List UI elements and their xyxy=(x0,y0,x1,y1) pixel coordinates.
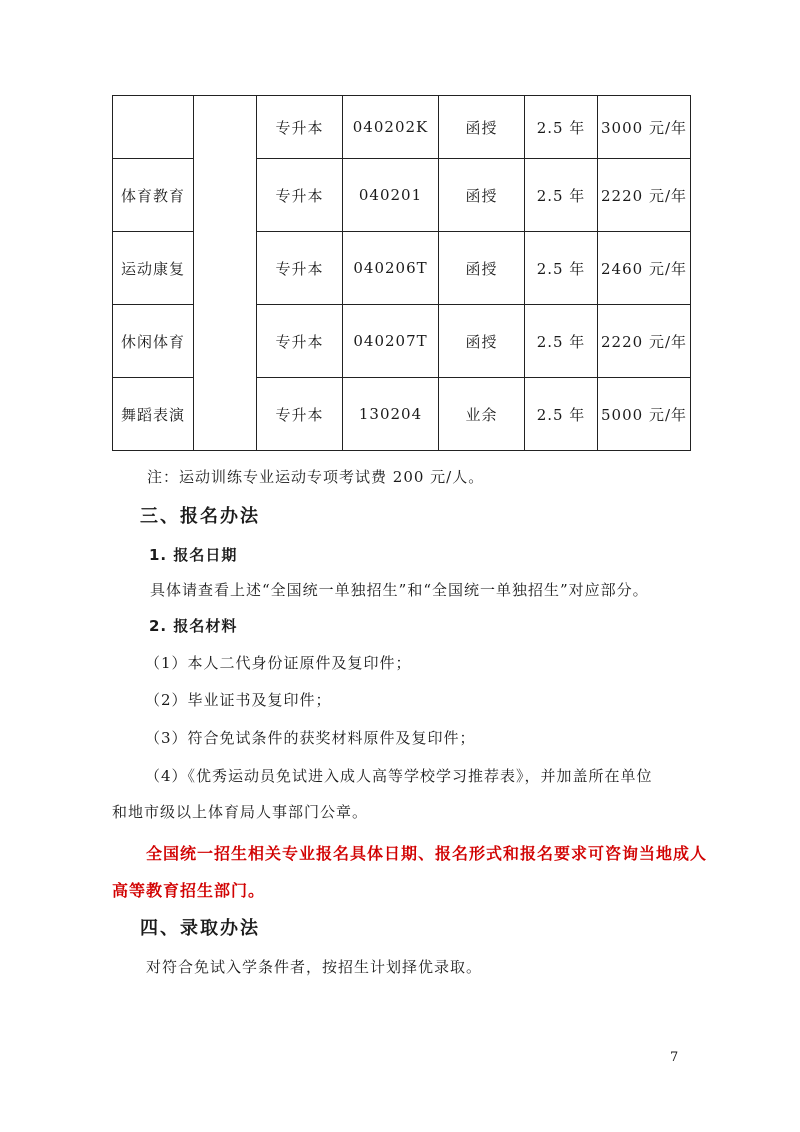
years-cell: 2.5 年 xyxy=(525,232,598,305)
subheading-registration-date: 1. 报名日期 xyxy=(149,546,238,564)
level-cell: 专升本 xyxy=(257,378,343,451)
code-cell: 040202K xyxy=(343,96,439,159)
fee-cell: 5000 元/年 xyxy=(598,378,691,451)
major-name-cell xyxy=(113,96,194,159)
page-number: 7 xyxy=(670,1050,679,1065)
section-heading-admission: 四、录取办法 xyxy=(140,918,260,939)
fee-cell: 2220 元/年 xyxy=(598,305,691,378)
level-cell: 专升本 xyxy=(257,159,343,232)
major-name-cell: 运动康复 xyxy=(113,232,194,305)
subheading-registration-materials: 2. 报名材料 xyxy=(149,617,238,635)
major-name-cell: 舞蹈表演 xyxy=(113,378,194,451)
fee-cell: 2460 元/年 xyxy=(598,232,691,305)
level-cell: 专升本 xyxy=(257,232,343,305)
mode-cell: 业余 xyxy=(439,378,525,451)
major-name-cell: 休闲体育 xyxy=(113,305,194,378)
years-cell: 2.5 年 xyxy=(525,96,598,159)
mode-cell: 函授 xyxy=(439,305,525,378)
major-name-cell: 体育教育 xyxy=(113,159,194,232)
mode-cell: 函授 xyxy=(439,232,525,305)
material-item-continuation: 和地市级以上体育局人事部门公章。 xyxy=(112,803,369,821)
table-row xyxy=(113,96,691,159)
material-item: （2）毕业证书及复印件； xyxy=(145,691,332,709)
mode-cell: 函授 xyxy=(439,159,525,232)
level-cell: 专升本 xyxy=(257,305,343,378)
registration-date-text: 具体请查看上述“全国统一单独招生”和“全国统一单独招生”对应部分。 xyxy=(150,581,649,599)
code-cell: 130204 xyxy=(343,378,439,451)
years-cell: 2.5 年 xyxy=(525,305,598,378)
fee-cell: 2220 元/年 xyxy=(598,159,691,232)
material-item: （3）符合免试条件的获奖材料原件及复印件； xyxy=(145,729,476,747)
table-note: 注：运动训练专业运动专项考试费 200 元/人。 xyxy=(147,468,485,486)
fee-table xyxy=(112,95,691,451)
years-cell: 2.5 年 xyxy=(525,159,598,232)
level-cell: 专升本 xyxy=(257,96,343,159)
mode-cell: 函授 xyxy=(439,96,525,159)
merged-blank-cell xyxy=(194,96,257,451)
code-cell: 040206T xyxy=(343,232,439,305)
fee-cell: 3000 元/年 xyxy=(598,96,691,159)
red-notice-line: 全国统一招生相关专业报名具体日期、报名形式和报名要求可咨询当地成人 xyxy=(146,844,708,863)
section-heading-registration: 三、报名办法 xyxy=(140,506,260,527)
years-cell: 2.5 年 xyxy=(525,378,598,451)
material-item: （4）《优秀运动员免试进入成人高等学校学习推荐表》，并加盖所在单位 xyxy=(145,767,653,785)
admission-text: 对符合免试入学条件者，按招生计划择优录取。 xyxy=(146,958,483,976)
red-notice-line: 高等教育招生部门。 xyxy=(112,881,266,900)
code-cell: 040201 xyxy=(343,159,439,232)
code-cell: 040207T xyxy=(343,305,439,378)
material-item: （1）本人二代身份证原件及复印件； xyxy=(145,654,412,672)
